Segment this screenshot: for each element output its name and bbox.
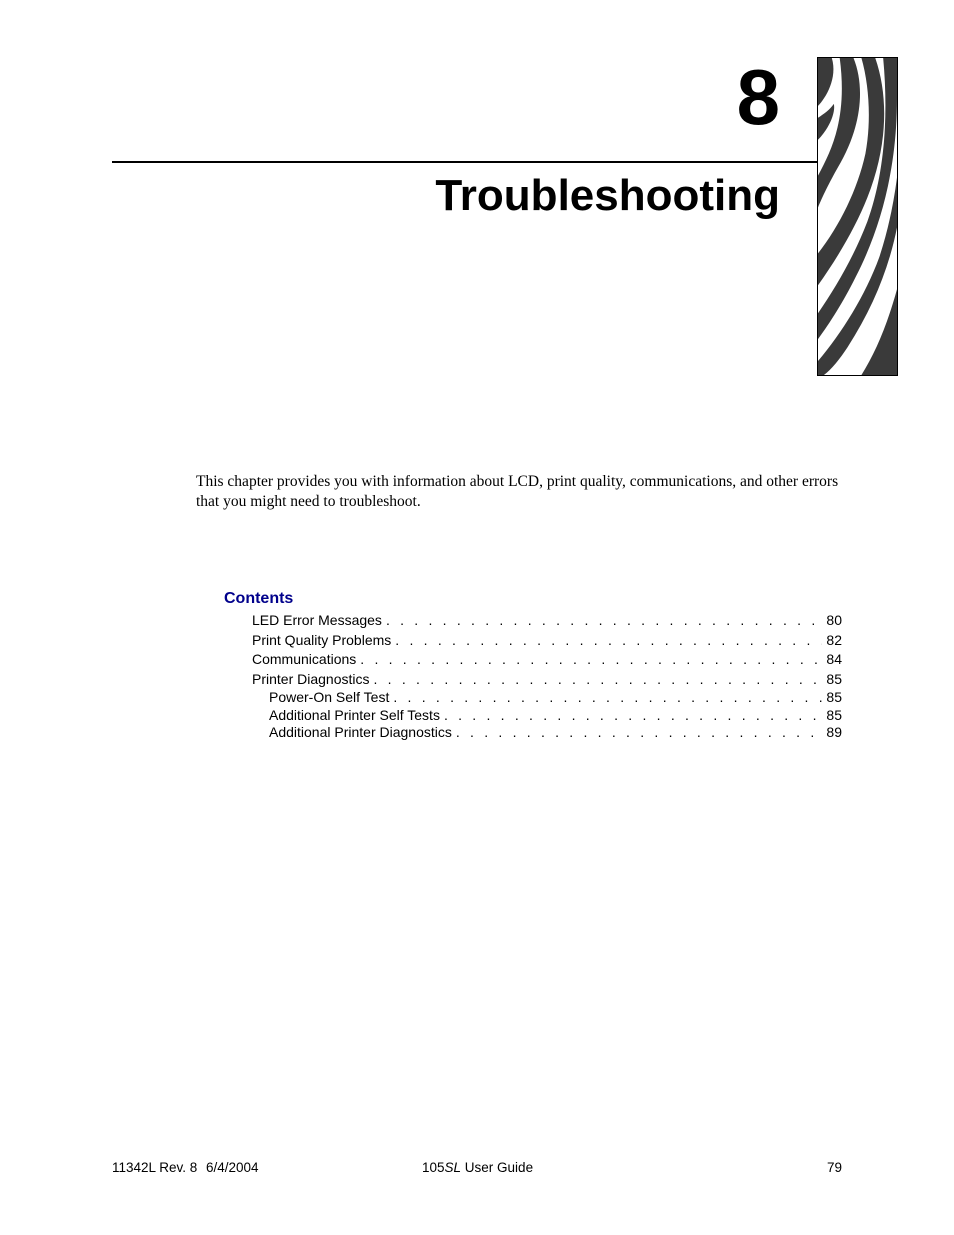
zebra-stripes-icon — [817, 57, 898, 376]
zebra-stripes-graphic — [818, 58, 897, 375]
page-footer — [112, 1160, 842, 1178]
footer-doc-number: 11342L Rev. 8 — [112, 1160, 198, 1175]
toc-entry-label: LED Error Messages — [252, 612, 382, 628]
toc-entry-label: Additional Printer Diagnostics — [269, 724, 452, 741]
footer-guide-suffix: User Guide — [461, 1160, 534, 1175]
toc-entry-page: 85 — [826, 670, 842, 687]
toc-dot-leader — [444, 707, 822, 725]
footer-guide-prefix: 105 — [422, 1160, 445, 1175]
footer-guide-model: SL — [444, 1160, 462, 1175]
toc-entry-label: Power-On Self Test — [269, 689, 390, 705]
toc-entry-page: 80 — [826, 612, 842, 628]
footer-guide-title — [422, 1160, 533, 1175]
toc-dot-leader — [395, 631, 822, 651]
footer-date: 6/4/2004 — [206, 1160, 259, 1175]
toc-entry-printer-diagnostics[interactable] — [252, 670, 842, 690]
footer-page-number: 79 — [826, 1160, 842, 1175]
intro-paragraph: This chapter provides you with information about LCD, print quality, communications, and other errors that you might need to troubleshoot. — [196, 473, 839, 510]
chapter-number: 8 — [736, 53, 780, 141]
table-of-contents — [252, 611, 842, 742]
toc-entry-additional-printer-self-tests[interactable] — [252, 707, 842, 725]
toc-entry-page: 85 — [826, 689, 842, 705]
toc-dot-leader — [393, 689, 822, 707]
toc-dot-leader — [456, 724, 822, 742]
chapter-rule — [112, 161, 817, 163]
toc-entry-led-error-messages[interactable] — [252, 611, 842, 631]
toc-entry-label: Printer Diagnostics — [252, 670, 370, 687]
toc-entry-page: 84 — [826, 651, 842, 667]
toc-dot-leader — [386, 611, 822, 631]
toc-entry-label: Additional Printer Self Tests — [269, 706, 440, 723]
toc-entry-page: 85 — [826, 706, 842, 723]
toc-entry-communications[interactable] — [252, 650, 842, 670]
toc-entry-label: Print Quality Problems — [252, 631, 392, 648]
chapter-title: Troubleshooting — [435, 171, 780, 220]
contents-heading: Contents — [224, 590, 294, 607]
toc-entry-page: 82 — [826, 631, 842, 648]
toc-dot-leader — [374, 670, 823, 690]
toc-entry-label: Communications — [252, 651, 357, 667]
toc-entry-power-on-self-test[interactable] — [252, 689, 842, 707]
toc-entry-page: 89 — [826, 724, 842, 741]
toc-entry-print-quality-problems[interactable] — [252, 631, 842, 651]
toc-entry-additional-printer-diagnostics[interactable] — [252, 724, 842, 742]
toc-dot-leader — [360, 650, 822, 670]
